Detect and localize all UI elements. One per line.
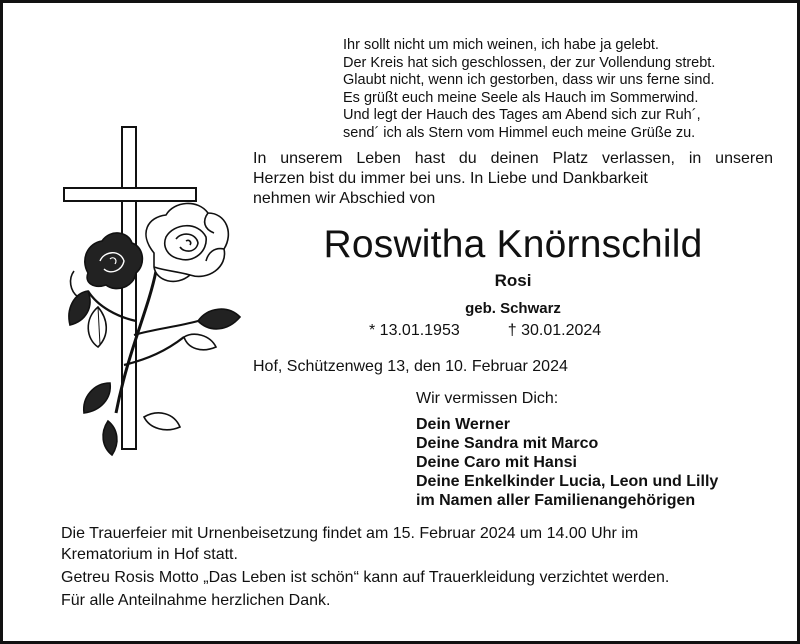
- death-date: † 30.01.2024: [507, 322, 602, 339]
- intro-text: [253, 149, 773, 209]
- mourners-heading: Wir vermissen Dich:: [416, 390, 559, 407]
- poem-line: Und legt der Hauch des Tages am Abend sich zur Ruh´,: [343, 107, 701, 123]
- intro-line: Herzen bist du immer bei uns. In Liebe und Dankbarkeit: [253, 170, 648, 187]
- mourner: Dein Werner: [416, 416, 510, 433]
- deceased-name: Roswitha Knörnschild: [323, 223, 703, 266]
- poem-line: Der Kreis hat sich geschlossen, der zur Vollendung strebt.: [343, 54, 716, 71]
- poem-line: Glaubt nicht, wenn ich gestorben, dass wir uns ferne sind.: [343, 72, 715, 88]
- poem-line: Es grüßt euch meine Seele als Hauch im Sommerwind.: [343, 89, 699, 106]
- mourner: im Namen aller Familienangehörigen: [416, 492, 696, 509]
- mourner: Deine Caro mit Hansi: [416, 454, 577, 471]
- intro-line: nehmen wir Abschied von: [253, 190, 436, 207]
- rose-icon: [69, 203, 240, 455]
- place-and-date: Hof, Schützenweg 13, den 10. Februar 2024: [253, 358, 568, 375]
- life-dates: [369, 322, 601, 340]
- funeral-information: [61, 523, 669, 611]
- mourner: Deine Enkelkinder Lucia, Leon und Lilly: [416, 473, 719, 490]
- birth-date: * 13.01.1953: [369, 322, 460, 339]
- birth-name: geb. Schwarz: [465, 300, 561, 317]
- mourner: Deine Sandra mit Marco: [416, 435, 599, 452]
- footer-line: Getreu Rosis Motto „Das Leben ist schön“ kann auf Trauerkleidung verzichtet werden.: [61, 569, 670, 586]
- cross-icon: [64, 127, 196, 449]
- deceased-nickname: Rosi: [494, 271, 532, 290]
- poem-line: send´ ich als Stern vom Himmel euch meine Grüße zu.: [343, 124, 696, 141]
- mourners-list: [416, 415, 718, 510]
- cross-and-rose-illustration: [58, 121, 258, 461]
- footer-line: Krematorium in Hof statt.: [61, 546, 238, 563]
- footer-line: Für alle Anteilnahme herzlichen Dank.: [61, 592, 331, 609]
- intro-line: In unserem Leben hast du deinen Platz verlassen, in unseren: [253, 150, 773, 167]
- footer-line: Die Trauerfeier mit Urnenbeisetzung findet am 15. Februar 2024 um 14.00 Uhr im: [61, 525, 639, 542]
- poem: [343, 37, 763, 142]
- poem-line: Ihr sollt nicht um mich weinen, ich habe ja gelebt.: [343, 37, 659, 53]
